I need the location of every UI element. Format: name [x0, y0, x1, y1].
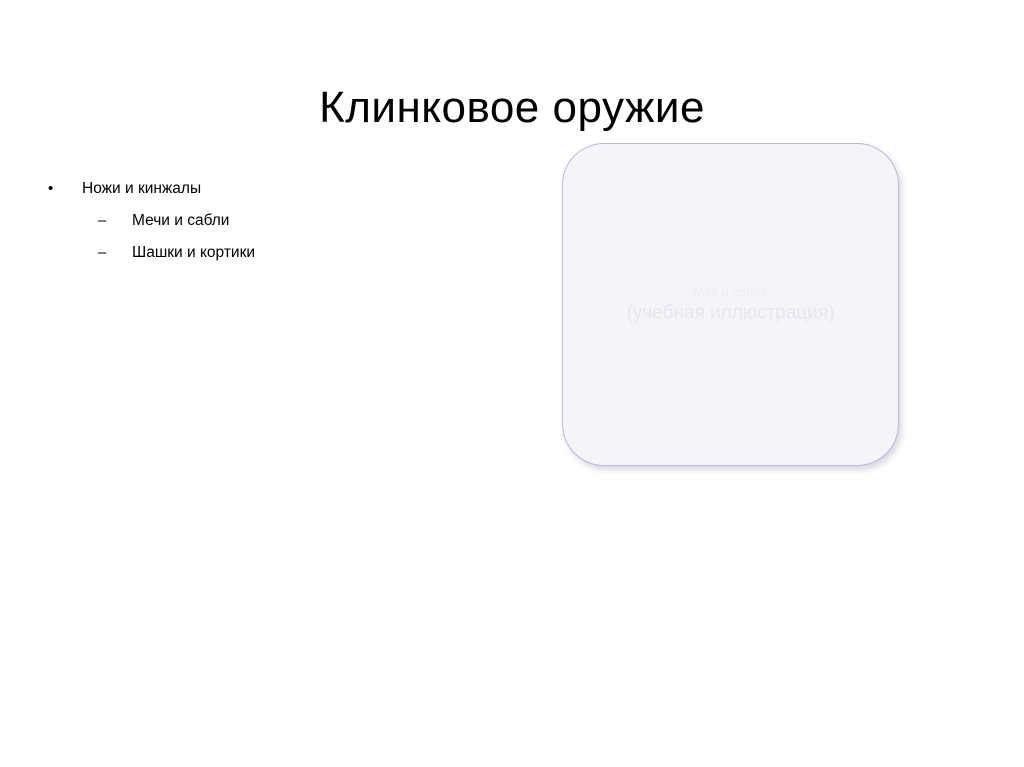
list-item: [48, 242, 518, 264]
list-item: [48, 210, 518, 232]
bullet-list: [48, 178, 518, 274]
list-item-label: Ножи и кинжалы: [82, 180, 202, 197]
illustration-caption-line-2: (учебная иллюстрация): [626, 302, 835, 324]
illustration-caption-line-1: Меч и сабля: [693, 283, 768, 299]
illustration-caption: [563, 283, 898, 326]
page-title: Клинковое оружие: [319, 83, 705, 133]
bullet-dash-icon: –: [98, 244, 107, 261]
bullet-dot-icon: •: [48, 180, 54, 197]
illustration-placeholder: [562, 143, 899, 466]
bullet-dash-icon: –: [98, 212, 107, 229]
list-item-label: Мечи и сабли: [132, 212, 230, 229]
list-item: [48, 178, 518, 200]
list-item-label: Шашки и кортики: [132, 244, 256, 261]
